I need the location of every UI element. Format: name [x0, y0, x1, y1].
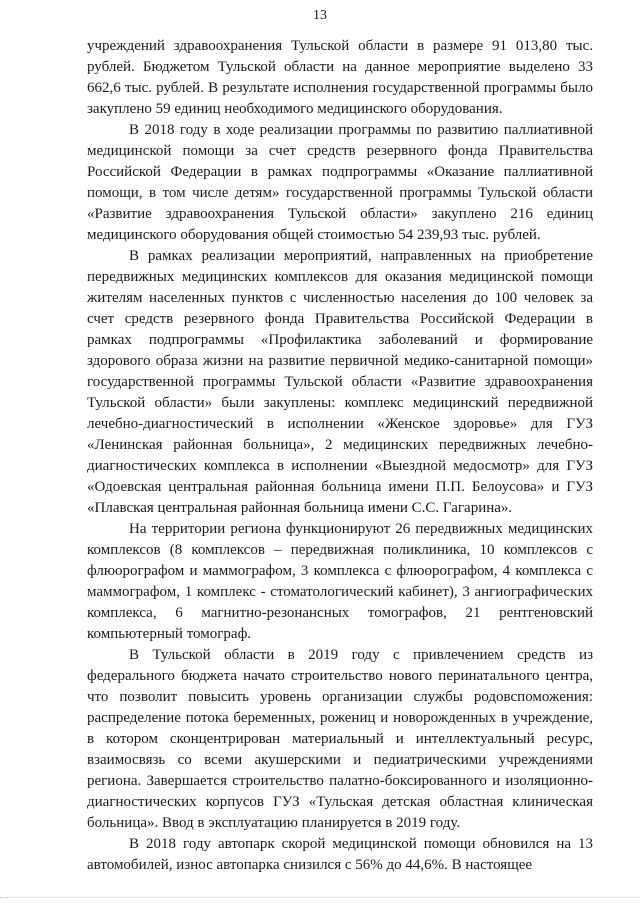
page-number: 13 [313, 8, 327, 23]
paragraph-perinatal-center: В Тульской области в 2019 году с привлечением средств из федерального бюджета начато строительство нового перинатального центра, что позволит повысить уровень организации службы родовспоможения: распределение потока беременных, рожениц и новорожденных в учреждение, в котором сконцентрирован материальный и интеллектуальный ресурс, взаимосвязь со всеми акушерскими и педиатрическими учреждениями региона. Завершается строительство палатно-боксированного и изоляционно-диагностических корпусов ГУЗ «Тульская детская областная клиническая больница». Ввод в эксплуатацию планируется в 2019 году. [87, 647, 593, 831]
paragraph-palliative-care: В 2018 году в ходе реализации программы по развитию паллиативной медицинской помощи за счет средств резервного фонда Правительства Российской Федерации в рамках подпрограммы «Оказание паллиативной помощи, в том числе детям» государственной программы Тульской области «Развитие здравоохранения Тульской области» закуплено 216 единиц медицинского оборудования общей стоимостью 54 239,93 тыс. рублей. [87, 122, 593, 243]
paragraph-mobile-complexes-count: На территории региона функционируют 26 передвижных медицинских комплексов (8 комплексов – передвижная поликлиника, 10 комплексов с флюорографом и маммографом, 3 комплекса с флюорографом, 4 комплекса с маммографом, 1 комплекс - стоматологический кабинет), 3 ангиографических комплекса, 6 магнитно-резонансных томографов, 21 рентгеновский компьютерный томограф. [87, 521, 593, 642]
document-body [87, 36, 593, 876]
paragraph-continued: учреждений здравоохранения Тульской области в размере 91 013,80 тыс. рублей. Бюджетом Тульской области на данное мероприятие выделено 33 662,6 тыс. рублей. В результате исполнения государственной программы было закуплено 59 единиц необходимого медицинского оборудования. [87, 38, 593, 117]
paragraph-mobile-complexes-purchase: В рамках реализации мероприятий, направленных на приобретение передвижных медицинских комплексов для оказания медицинской помощи жителям населенных пунктов с численностью населения до 100 человек за счет средств резервного фонда Правительства Российской Федерации в рамках подпрограммы «Профилактика заболеваний и формирование здорового образа жизни на развитие первичной медико-санитарной помощи» государственной программы Тульской области «Развитие здравоохранения Тульской области» были закуплены: комплекс медицинский передвижной лечебно-диагностический в исполнении «Женское здоровье» для ГУЗ «Ленинская районная больница», 2 медицинских передвижных лечебно-диагностических комплекса в исполнении «Выездной медосмотр» для ГУЗ «Одоевская центральная районная больница имени П.П. Белоусова» и ГУЗ «Плавская центральная районная больница имени С.С. Гагарина». [87, 248, 593, 516]
paragraph-ambulance-fleet: В 2018 году автопарк скорой медицинской помощи обновился на 13 автомобилей, износ автопарка снизился с 56% до 44,6%. В настоящее [87, 836, 593, 873]
page-bottom-edge [0, 897, 640, 899]
